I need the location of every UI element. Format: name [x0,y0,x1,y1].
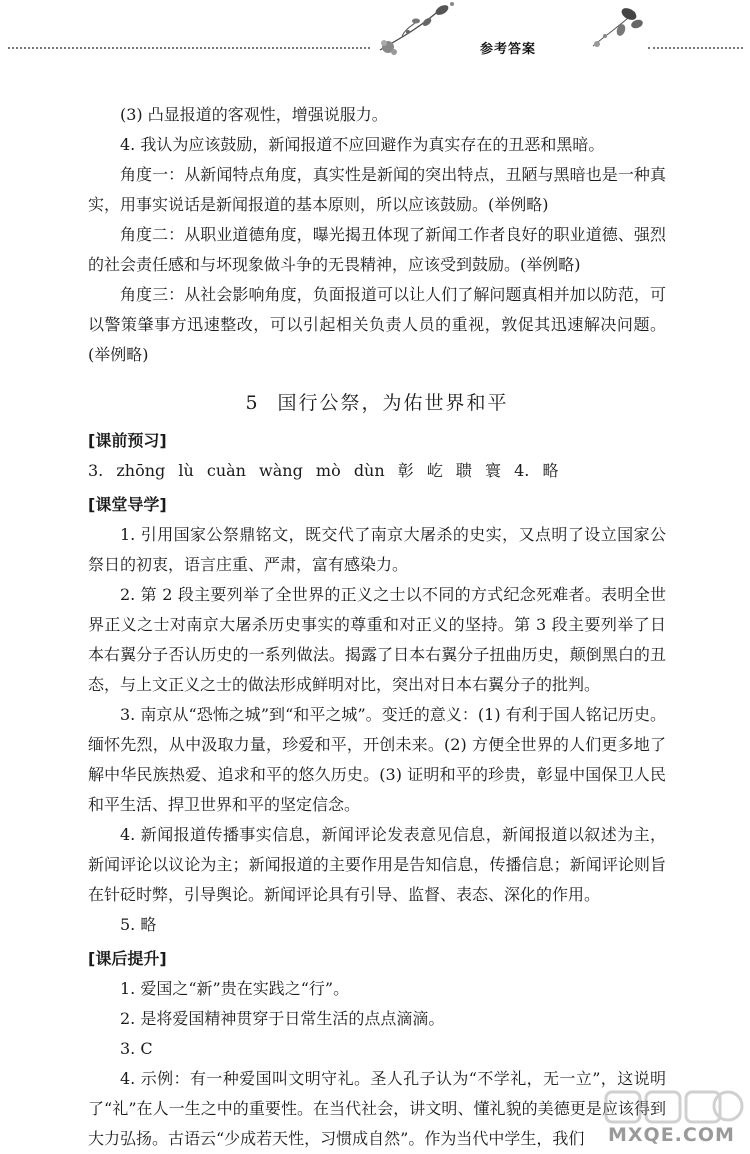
answer-paragraph: 4. 示例：有一种爱国叫文明守礼。圣人孔子认为“不学礼，无一立”，这说明了“礼”在人一生之中的重要性。在当代社会，讲文明、懂礼貌的美德更是应该得到大力弘扬。古语云“少成若天性，习惯成自然”。作为当代中学生，我们 [88,1069,666,1148]
answer-content [88,100,666,1154]
answer-paragraph: 角度一：从新闻特点角度，真实性是新闻的突出特点，丑陋与黑暗也是一种真实，用事实说话是新闻报道的基本原则，所以应该鼓励。(举例略) [88,165,666,214]
header-dotted-rule-right [648,47,743,49]
answer-paragraph: (3) 凸显报道的客观性，增强说服力。 [120,105,388,124]
section-heading-text: 国行公祭，为佑世界和平 [277,392,509,414]
watermark-text: MXQE.COM [608,1124,735,1146]
subsection-tag: [课前预习] [88,431,167,450]
butterfly-flower-icon [585,0,645,64]
answer-paragraph: 2. 是将爱国精神贯穿于日常生活的点点滴滴。 [120,1009,445,1028]
header-dotted-rule-left [8,47,370,49]
answer-paragraph: 3. 南京从“恐怖之城”到“和平之城”。变迁的意义：(1) 有利于国人铭记历史。缅怀先烈，从中汲取力量，珍爱和平，开创未来。(2) 方便全世界的人们更多地了解中华民族热爱、追求和平的悠久历史。(3) 证明和平的珍贵，彰显中国保卫人民和平生活、捍卫世界和平的坚定信念。 [88,705,666,814]
section-title [88,388,666,418]
subsection-tag: [课堂导学] [88,495,167,514]
pinyin-answer-line: 3. zhōng lù cuàn wàng mò dùn 彰 屹 聩 寰 4. 略 [88,461,559,480]
answer-paragraph: 4. 新闻报道传播事实信息，新闻评论发表意见信息，新闻报道以叙述为主，新闻评论以议论为主；新闻报道的主要作用是告知信息，传播信息；新闻评论则旨在针砭时弊，引导舆论。新闻评论具有引导、监督、表态、深化的作用。 [88,825,666,904]
answer-paragraph: 1. 爱国之“新”贵在实践之“行”。 [120,979,350,998]
answer-paragraph: 4. 我认为应该鼓励，新闻报道不应回避作为真实存在的丑恶和黑暗。 [120,135,605,154]
floral-sprig-icon [372,0,467,64]
subsection-tag: [课后提升] [88,949,167,968]
answer-paragraph: 2. 第 2 段主要列举了全世界的正义之士以不同的方式纪念死难者。表明全世界正义之士对南京大屠杀历史事实的尊重和对正义的坚持。第 3 段主要列举了日本右翼分子否认历史的一系列做法。揭露了日本右翼分子扭曲历史，颠倒黑白的丑态，与上文正义之士的做法形成鲜明对比，突出对日本右翼分子的批判。 [88,585,666,694]
answer-paragraph: 角度二：从职业道德角度，曝光揭丑体现了新闻工作者良好的职业道德、强烈的社会责任感和与坏现象做斗争的无畏精神，应该受到鼓励。(举例略) [88,225,666,274]
answer-paragraph: 1. 引用国家公祭鼎铭文，既交代了南京大屠杀的史实，又点明了设立国家公祭日的初衷，语言庄重、严肃，富有感染力。 [88,525,666,574]
page-header-title: 参考答案 [480,42,537,57]
answer-paragraph: 3. C [120,1039,153,1058]
page-header [0,0,750,70]
answer-paragraph: 角度三：从社会影响角度，负面报道可以让人们了解问题真相并加以防范，可以警策肇事方迅速整改，可以引起相关负责人员的重视，敦促其迅速解决问题。(举例略) [88,285,666,364]
section-number: 5 [245,392,260,414]
answer-paragraph: 5. 略 [120,915,157,934]
